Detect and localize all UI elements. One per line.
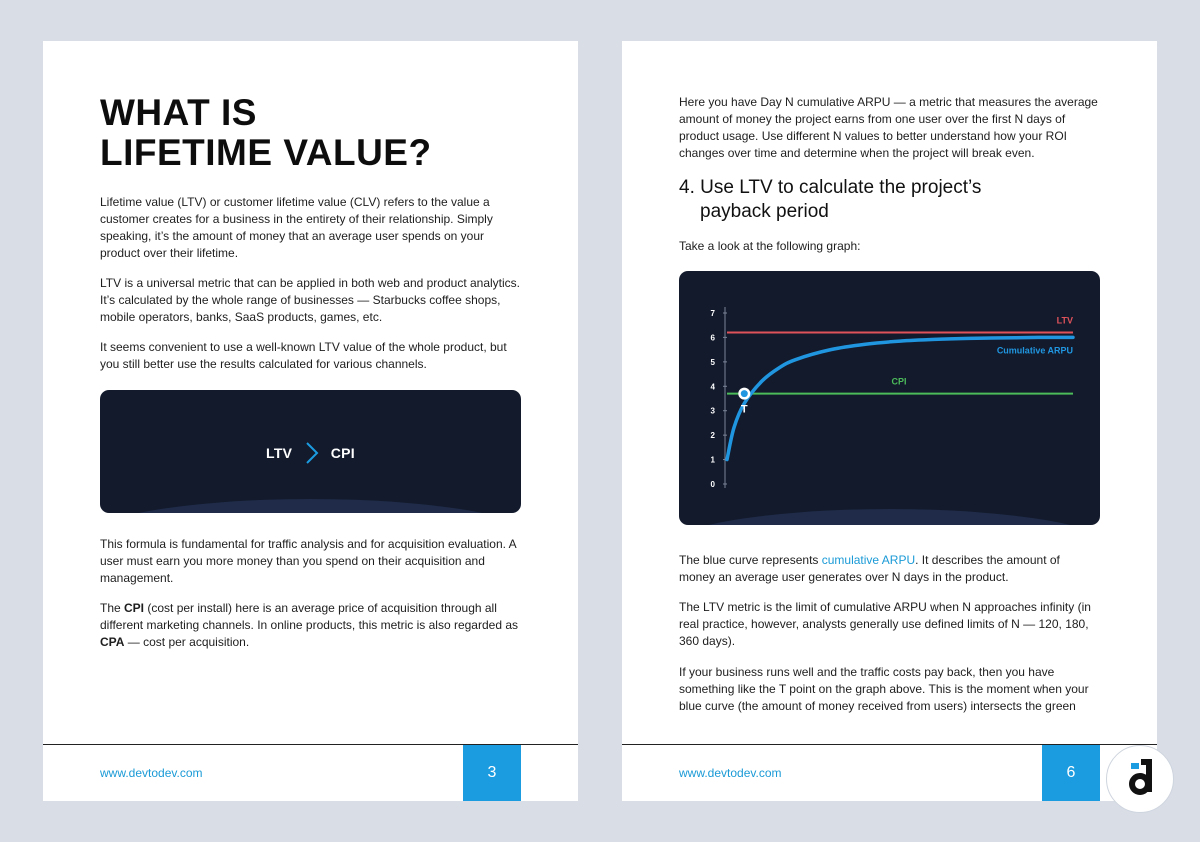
term-cpi: CPI: [124, 601, 145, 615]
footer-link[interactable]: www.devtodev.com: [679, 766, 782, 780]
panel-glow: [679, 509, 1100, 525]
cumulative-arpu-link[interactable]: cumulative ARPU: [821, 553, 916, 567]
paragraph-ltv-definition: Lifetime value (LTV) or customer lifetime value (CLV) refers to the value a customer creates for a business in the entirety of their relationship. Simply speaking, it’s the amount of money that an average user spends on your product over their lifetime.: [100, 195, 493, 260]
chart-panel: [679, 271, 1100, 525]
paragraph-cpi-definition: The CPI (cost per install) here is an average price of acquisition through all different marketing channels. In online products, this metric is also regarded as CPA — cost per acquisition.: [100, 601, 518, 649]
page-3: [43, 41, 578, 801]
paragraph-channels: It seems convenient to use a well-known LTV value of the whole product, but you still better use the results calculated for various channels.: [100, 340, 507, 371]
paragraph-ltv-limit: The LTV metric is the limit of cumulative ARPU when N approaches infinity (in real practice, however, analysts generally use defined limits of N — 120, 180, 360 days).: [679, 600, 1091, 648]
paragraph-day-n-arpu: Here you have Day N cumulative ARPU — a metric that measures the average amount of money the project earns from one user over the first N days of product usage. Use different N values to better understand how your ROI changes over time and determine when the project will break even.: [679, 95, 1098, 160]
formula-cpi: CPI: [330, 445, 355, 462]
page-title: [100, 93, 432, 173]
page-number: 6: [1042, 745, 1100, 801]
y-tick-label: 4: [710, 382, 715, 392]
cumulative-arpu-label: Cumulative ARPU: [996, 345, 1073, 356]
formula: [100, 442, 521, 467]
y-tick-label: 2: [710, 431, 715, 441]
payback-chart: [679, 271, 1100, 525]
paragraph-t-point: If your business runs well and the traffic costs pay back, then you have something like the T point on the graph above. This is the moment when your blue curve (the amount of money received from users) intersects the green: [679, 665, 1089, 713]
paragraph-universal-metric: LTV is a universal metric that can be applied in both web and product analytics. It’s calculated by the whole range of businesses — Starbucks coffee shops, mobile operators, banks, SaaS products, games, etc.: [100, 276, 521, 324]
paragraph-formula-explanation: This formula is fundamental for traffic analysis and for acquisition evaluation. A user must earn you more money than you spend on their acquisition and management.: [100, 537, 516, 585]
formula-panel: [100, 390, 521, 513]
t-point-inner: [741, 390, 748, 397]
heading-line-1: 4. Use LTV to calculate the project’s: [679, 177, 982, 198]
page-number: 3: [463, 745, 521, 801]
title-line-1: WHAT IS: [100, 92, 257, 133]
devtodev-logo-icon[interactable]: [1106, 745, 1174, 813]
page-6: [622, 41, 1157, 801]
panel-glow: [100, 499, 521, 513]
greater-than-icon: [305, 442, 319, 467]
y-tick-label: 1: [710, 455, 715, 465]
y-tick-label: 0: [710, 480, 715, 489]
title-line-2: LIFETIME VALUE?: [100, 132, 432, 173]
section-heading: [679, 176, 981, 224]
formula-ltv: LTV: [266, 445, 293, 462]
term-cpa: CPA: [100, 635, 125, 649]
y-tick-label: 3: [710, 406, 715, 416]
cpi-label: CPI: [891, 376, 907, 387]
paragraph-graph-intro: Take a look at the following graph:: [679, 239, 861, 253]
y-tick-label: 5: [710, 357, 715, 367]
y-tick-label: 7: [710, 309, 715, 318]
t-point-label: T: [740, 403, 748, 416]
ltv-label: LTV: [1056, 315, 1073, 326]
footer-link[interactable]: www.devtodev.com: [100, 766, 203, 780]
y-tick-label: 6: [710, 333, 715, 343]
paragraph-blue-curve: The blue curve represents cumulative ARPU. It describes the amount of money an average user generates over N days in the product.: [679, 553, 1060, 584]
heading-line-2: payback period: [700, 201, 829, 222]
cumulative-arpu-curve: [727, 337, 1073, 459]
